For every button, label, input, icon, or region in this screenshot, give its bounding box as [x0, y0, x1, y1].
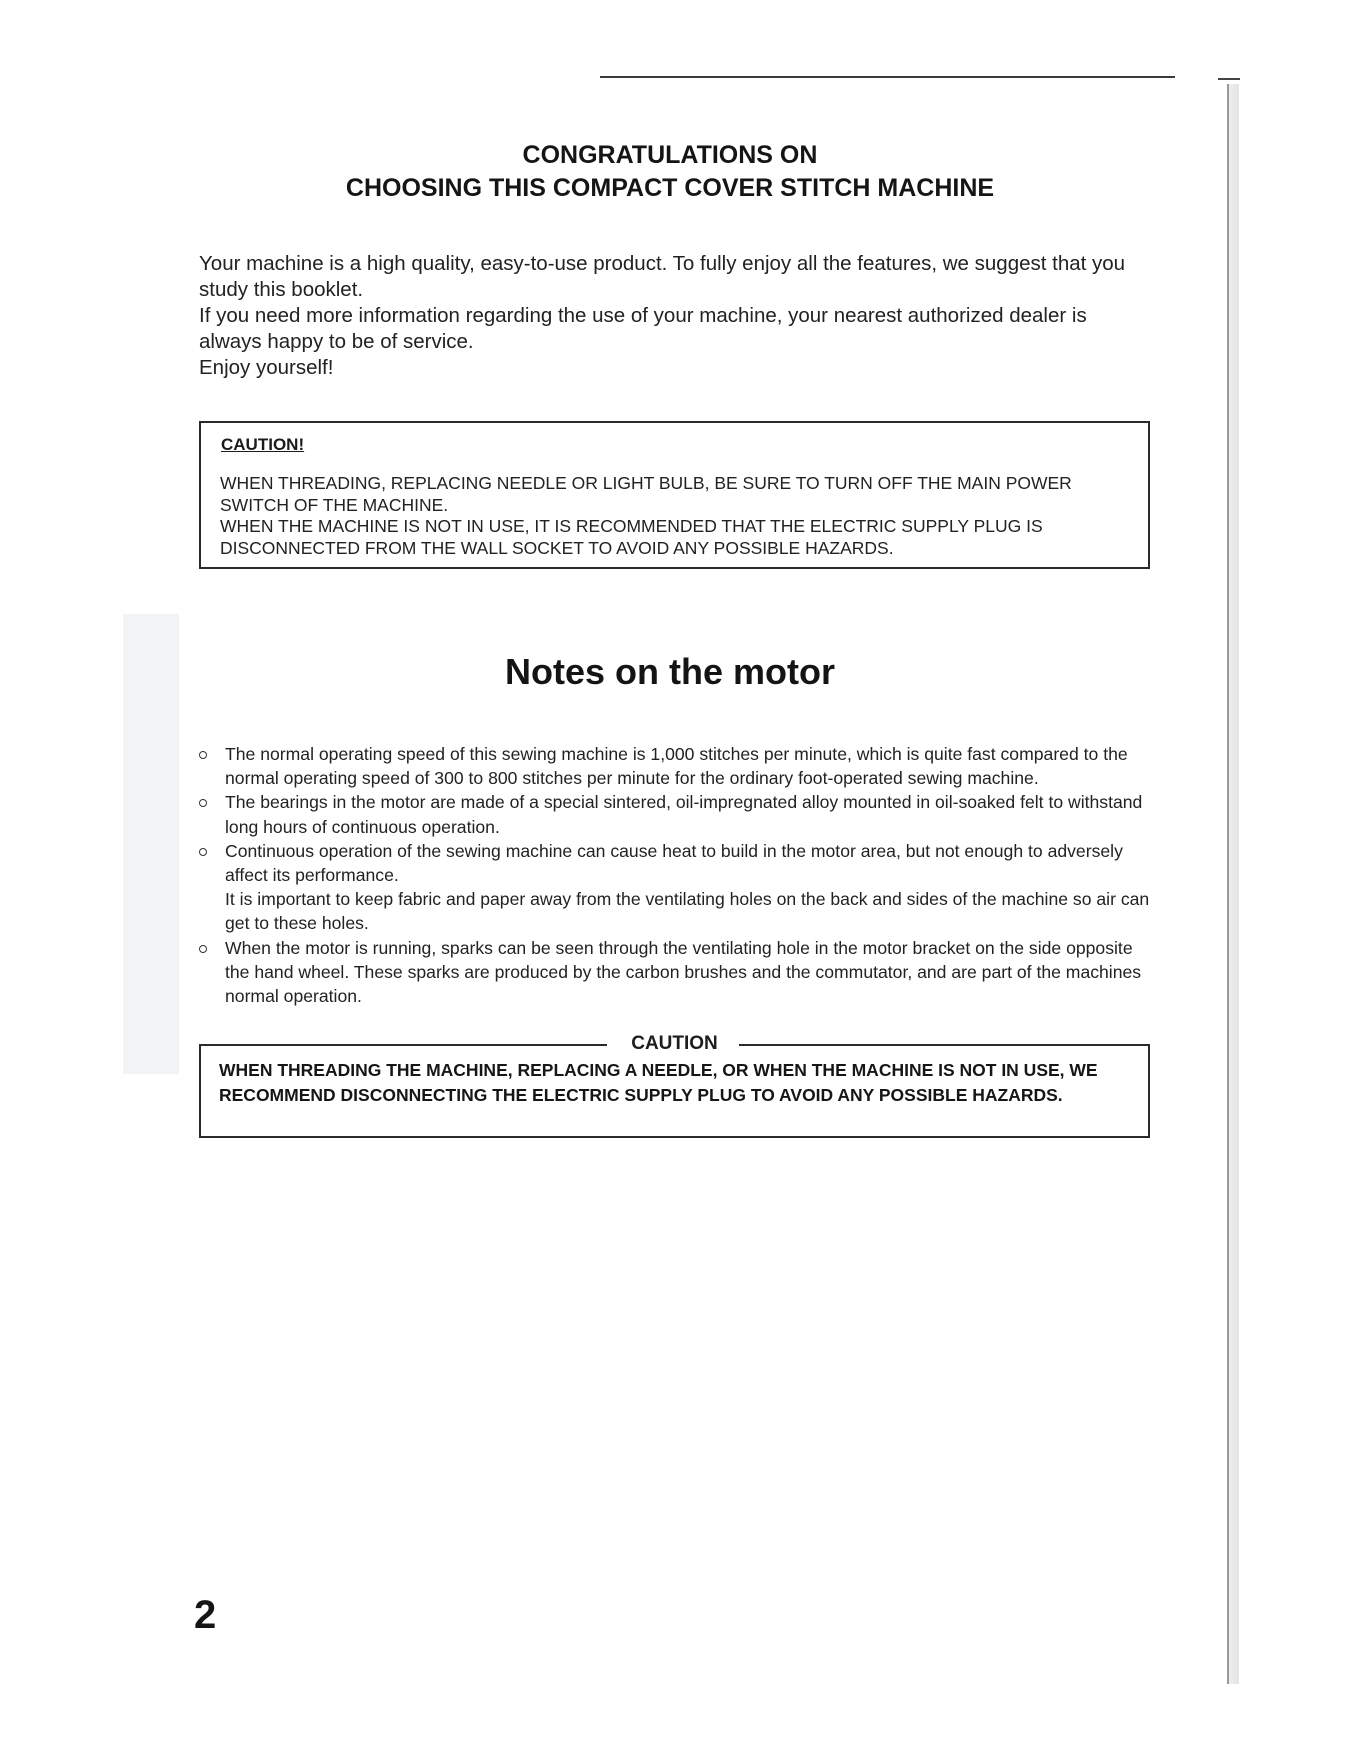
intro-paragraph: Your machine is a high quality, easy-to-use product. To fully enjoy all the features, we suggest that you study this booklet. — [199, 252, 1126, 301]
bullet-icon — [199, 799, 207, 807]
list-item — [199, 839, 1154, 936]
caution-text: WHEN THREADING THE MACHINE, REPLACING A NEEDLE, OR WHEN THE MACHINE IS NOT IN USE, WE RECOMMEND DISCONNECTING THE ELECTRIC SUPPLY PLUG TO AVOID ANY POSSIBLE HAZARDS. — [219, 1060, 1098, 1105]
page-title-line-2: CHOOSING THIS COMPACT COVER STITCH MACHINE — [345, 174, 995, 202]
list-item — [199, 936, 1154, 1009]
bullet-icon — [199, 848, 207, 856]
list-item-text: When the motor is running, sparks can be seen through the ventilating hole in the motor bracket on the side opposite the hand wheel. These sparks are produced by the carbon brushes and the commutator, and are part of the machines normal operation. — [225, 937, 1142, 1007]
intro-text — [199, 251, 1154, 381]
page-edge — [1227, 84, 1239, 1684]
list-item-text: The normal operating speed of this sewing machine is 1,000 stitches per minute, which is quite fast compared to the normal operating speed of 300 to 800 stitches per minute for the ordinary foot-operated sewing machine. — [225, 744, 1128, 789]
top-rule — [600, 76, 1175, 78]
bullet-icon — [199, 945, 207, 953]
page-number: 2 — [194, 1593, 217, 1637]
bullet-icon — [199, 751, 207, 759]
caution-box-bottom — [199, 1033, 1150, 1138]
list-item-text: The bearings in the motor are made of a special sintered, oil-impregnated alloy mounted in oil-soaked felt to withstand long hours of continuous operation. — [225, 792, 1143, 837]
caution-title: CAUTION — [631, 1033, 718, 1054]
page-title-line-1: CONGRATULATIONS ON — [522, 141, 818, 169]
intro-paragraph: Enjoy yourself! — [199, 356, 334, 379]
list-item-text: It is important to keep fabric and paper away from the ventilating holes on the back and sides of the machine so air can get to these holes. — [225, 889, 1150, 934]
corner-mark — [1218, 78, 1240, 80]
caution-text — [220, 473, 1135, 559]
motor-notes-list — [199, 742, 1154, 1008]
caution-line: WHEN THREADING, REPLACING NEEDLE OR LIGHT BULB, BE SURE TO TURN OFF THE MAIN POWER SWITCH OF THE MACHINE. — [220, 473, 1072, 515]
section-title-motor: Notes on the motor — [505, 651, 835, 692]
caution-line: WHEN THE MACHINE IS NOT IN USE, IT IS RECOMMENDED THAT THE ELECTRIC SUPPLY PLUG IS DISCONNECTED FROM THE WALL SOCKET TO AVOID ANY POSSIBLE HAZARDS. — [220, 516, 1043, 558]
caution-title: CAUTION! — [221, 435, 305, 454]
intro-paragraph: If you need more information regarding the use of your machine, your nearest authorized dealer is always happy to be of service. — [199, 304, 1087, 353]
caution-box — [199, 421, 1150, 569]
list-item — [199, 790, 1154, 838]
list-item — [199, 742, 1154, 790]
margin-shade — [123, 614, 179, 1074]
list-item-text: Continuous operation of the sewing machine can cause heat to build in the motor area, but not enough to adversely affect its performance. — [225, 840, 1123, 886]
